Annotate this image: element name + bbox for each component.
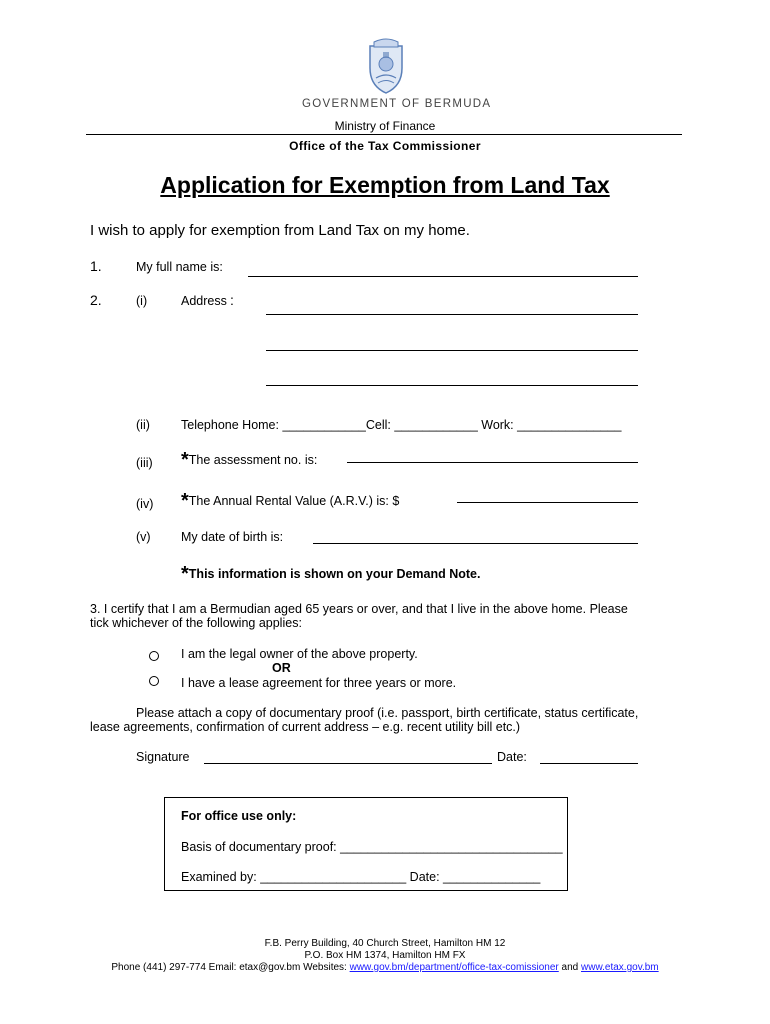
asterisk-marker: *: [181, 563, 189, 585]
tax-commissioner-link[interactable]: www.gov.bm/department/office-tax-comissioner: [349, 962, 559, 973]
office-name: Office of the Tax Commissioner: [289, 139, 481, 153]
address-line-3-field[interactable]: [266, 385, 638, 386]
examined-by-field[interactable]: Examined by: _____________________ Date: ______________: [181, 870, 541, 884]
item-1-number: 1.: [90, 258, 102, 274]
footer-contact-line: [0, 962, 770, 973]
full-name-field[interactable]: [248, 276, 638, 277]
footer-address-line-1: F.B. Perry Building, 40 Church Street, Hamilton HM 12: [264, 938, 506, 949]
lease-radio[interactable]: [149, 676, 159, 686]
dob-label: My date of birth is:: [181, 530, 284, 544]
form-title: Application for Exemption from Land Tax: [160, 172, 610, 198]
or-label: OR: [272, 661, 291, 675]
etax-link[interactable]: www.etax.gov.bm: [581, 962, 659, 973]
owner-option-label: I am the legal owner of the above property.: [181, 647, 418, 661]
documentary-proof-field[interactable]: Basis of documentary proof: ________________________________: [181, 840, 563, 854]
item-2-i-marker: (i): [136, 294, 148, 308]
full-name-label: My full name is:: [136, 260, 223, 274]
header-rule: [86, 134, 682, 135]
address-line-2-field[interactable]: [266, 350, 638, 351]
attach-text-line-2: lease agreements, confirmation of current address – e.g. recent utility bill etc.): [90, 720, 521, 734]
attach-text-line-1: Please attach a copy of documentary proof (i.e. passport, birth certificate, status certificate,: [136, 706, 639, 720]
item-2-iv-marker: (iv): [136, 497, 154, 511]
signature-date-field[interactable]: [540, 763, 638, 764]
item-3-text-line-1: 3. I certify that I am a Bermudian aged 65 years or over, and that I live in the above home. Please: [90, 602, 628, 616]
assessment-label: The assessment no. is:: [188, 453, 318, 467]
item-2-v-marker: (v): [136, 530, 151, 544]
footer-contact-prefix: Phone (441) 297-774 Email: etax@gov.bm Websites:: [111, 962, 350, 973]
signature-field[interactable]: [204, 763, 492, 764]
assessment-number-field[interactable]: [347, 462, 638, 463]
arv-field[interactable]: [457, 502, 638, 503]
item-2-iii-marker: (iii): [136, 456, 153, 470]
address-colon: :: [230, 292, 234, 308]
item-3-text-line-2: tick whichever of the following applies:: [90, 616, 302, 630]
demand-note-text: This information is shown on your Demand Note.: [188, 567, 481, 581]
asterisk-marker: *: [181, 449, 189, 471]
owner-radio[interactable]: [149, 651, 159, 661]
lease-option-label: I have a lease agreement for three years or more.: [181, 676, 457, 690]
date-label: Date:: [497, 750, 527, 764]
address-line-1-field[interactable]: [266, 314, 638, 315]
dob-field[interactable]: [313, 543, 638, 544]
footer-address-line-2: P.O. Box HM 1374, Hamilton HM FX: [304, 950, 466, 961]
office-use-heading: For office use only:: [181, 809, 297, 823]
intro-text: I wish to apply for exemption from Land Tax on my home.: [90, 222, 470, 239]
government-name: GOVERNMENT OF BERMUDA: [302, 98, 492, 110]
footer-and: and: [558, 962, 582, 973]
telephone-fields[interactable]: Telephone Home: ____________Cell: ____________ Work: _______________: [181, 418, 622, 432]
item-2-number: 2.: [90, 292, 102, 308]
bermuda-coat-of-arms-icon: [364, 38, 408, 96]
ministry-name: Ministry of Finance: [334, 119, 436, 133]
signature-label: Signature: [136, 750, 190, 764]
arv-label: The Annual Rental Value (A.R.V.) is: $: [188, 494, 400, 508]
asterisk-marker: *: [181, 490, 189, 512]
address-label: Address: [181, 294, 227, 308]
item-2-ii-marker: (ii): [136, 418, 150, 432]
